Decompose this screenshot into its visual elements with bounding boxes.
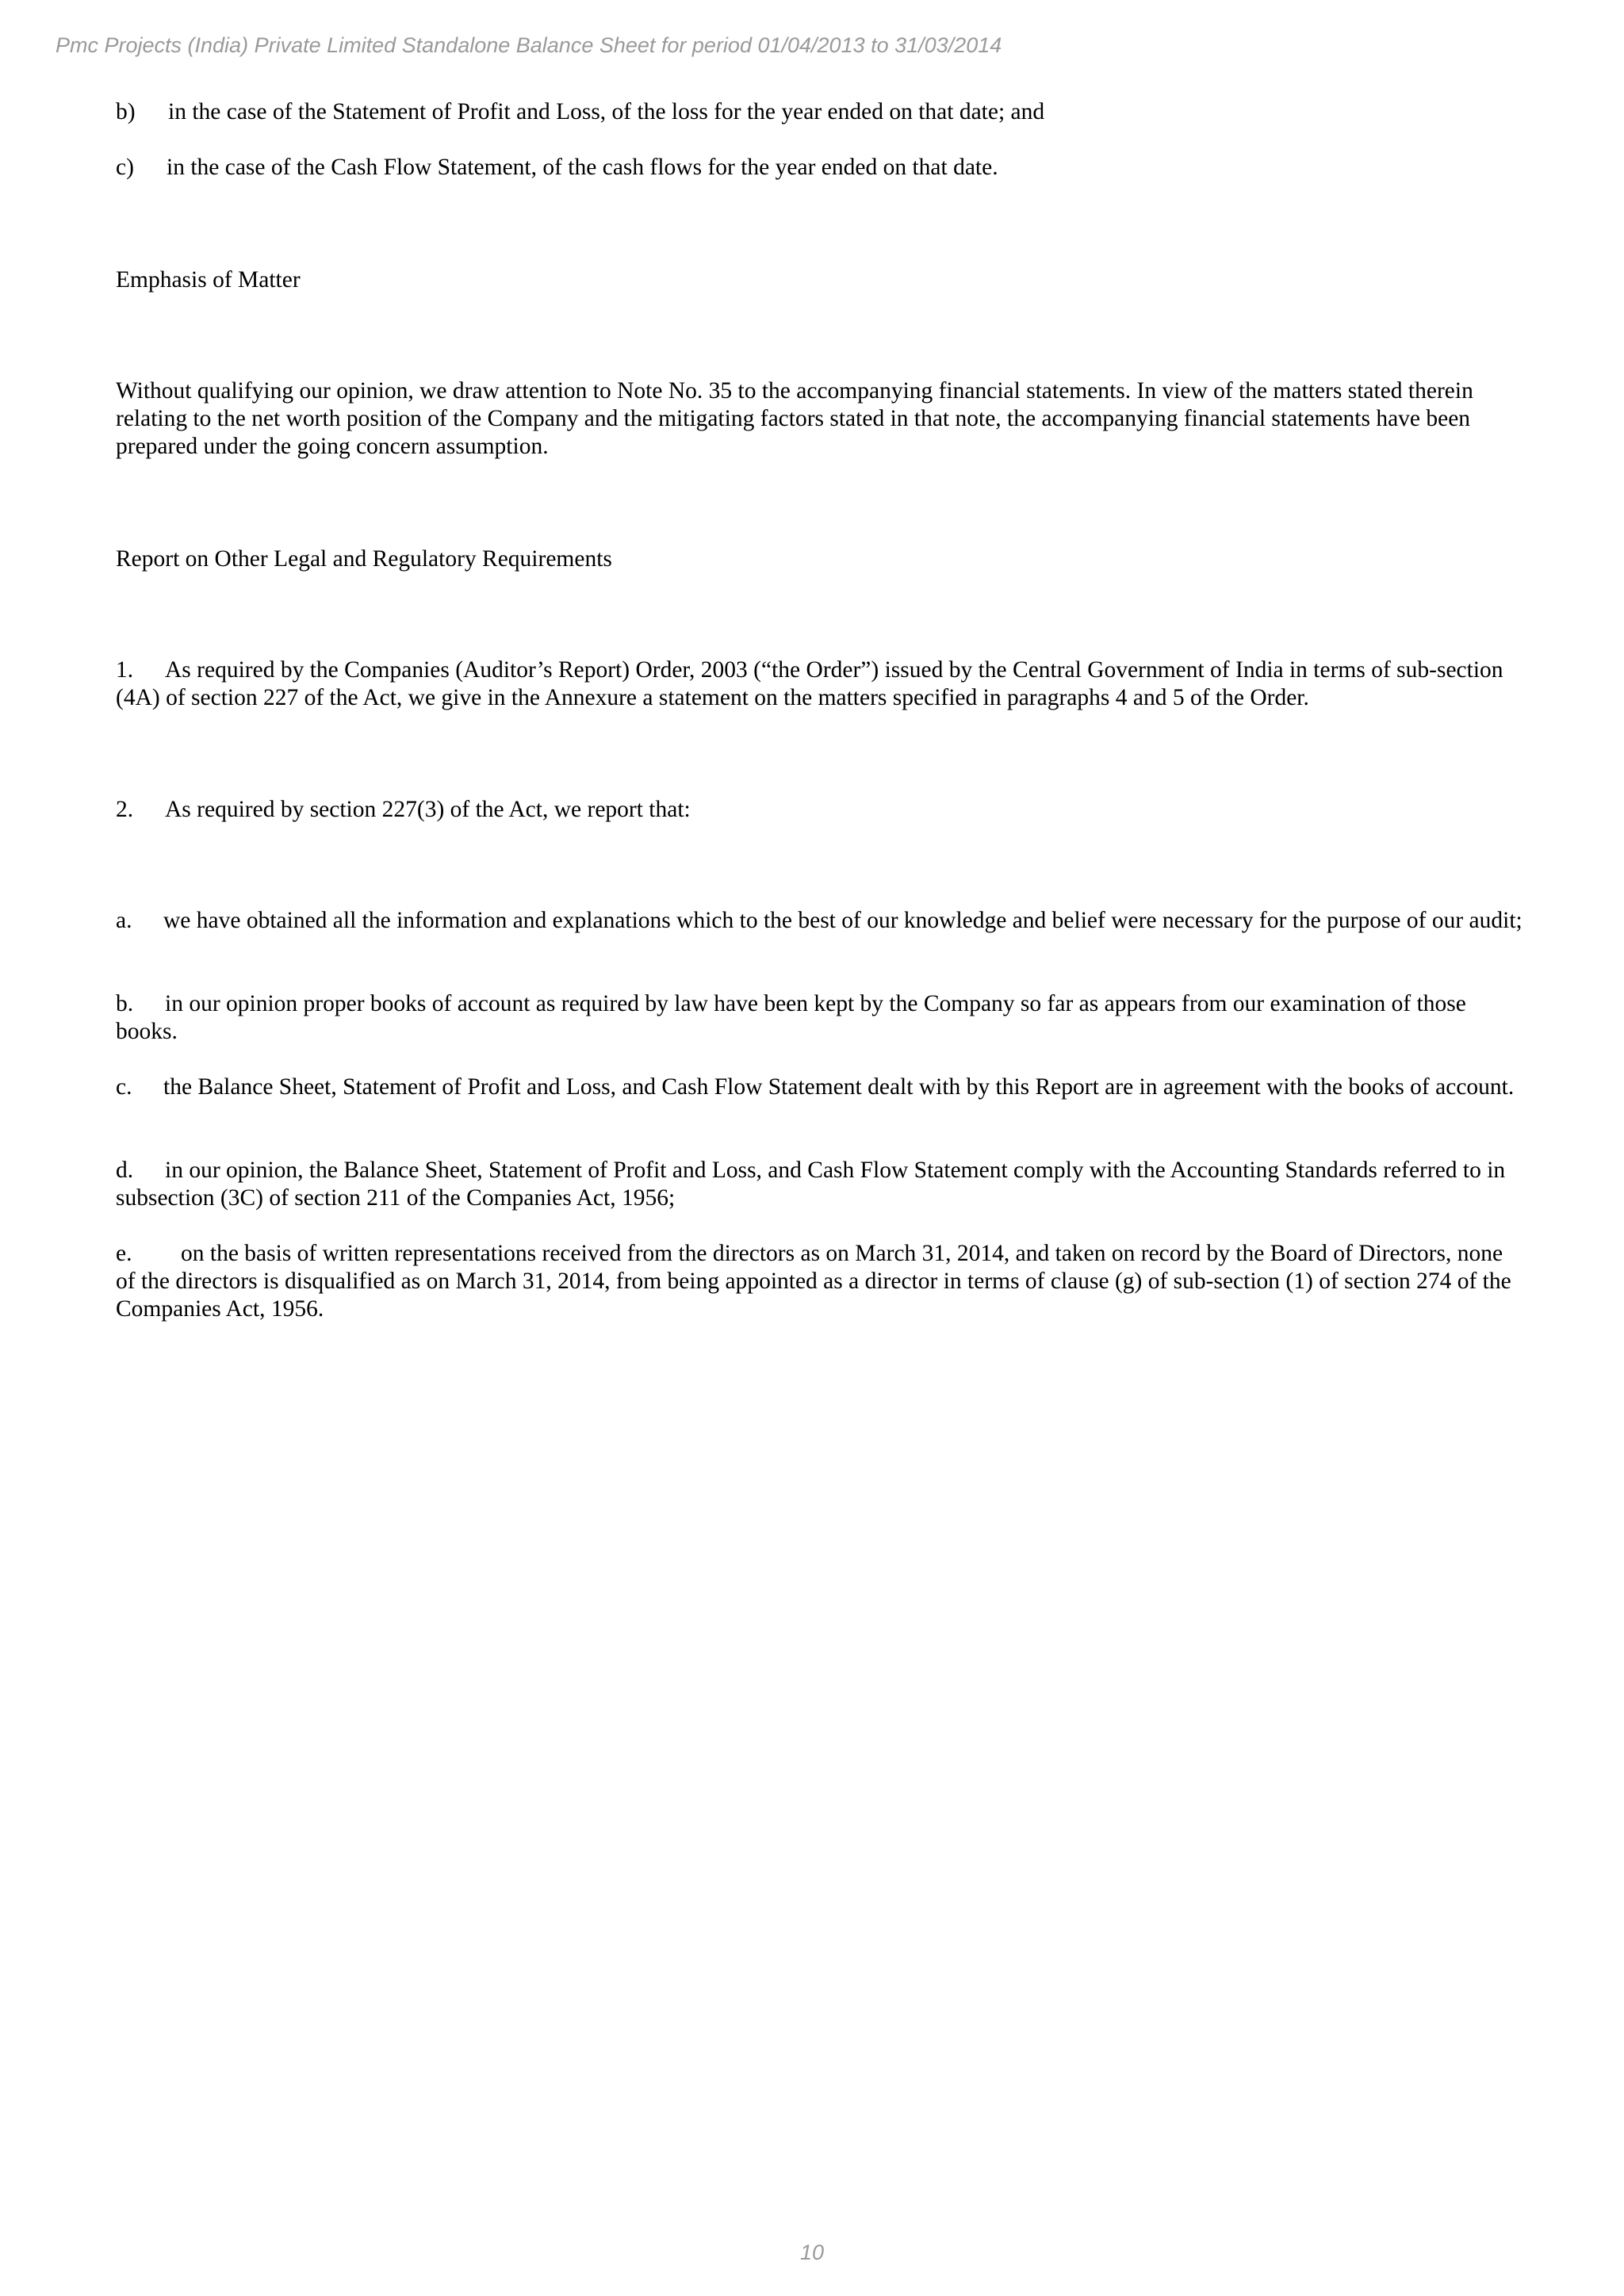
- item-marker: b.: [116, 991, 134, 1016]
- sub-item-b: [116, 990, 1527, 1046]
- emphasis-heading: Emphasis of Matter: [116, 267, 301, 293]
- item-marker: d.: [116, 1158, 134, 1183]
- emphasis-paragraph: Without qualifying our opinion, we draw attention to Note No. 35 to the accompanying financial statements. In view of the matters stated therein relating to the net worth position of the Company and the mitigating factors stated in that note, the accompanying financial statements have been prepared under the going concern assumption.: [116, 378, 1473, 459]
- item-text: the Balance Sheet, Statement of Profit and Loss, and Cash Flow Statement dealt with by this Report are in agreement with the books of account.: [163, 1074, 1515, 1100]
- item-text: we have obtained all the information and explanations which to the best of our knowledge and belief were necessary for the purpose of our audit;: [163, 908, 1522, 933]
- item-text: in the case of the Statement of Profit and Loss, of the loss for the year ended on that date; and: [168, 99, 1045, 124]
- item-marker: 1.: [116, 657, 134, 683]
- opinion-item-b: [116, 98, 1044, 126]
- report-item-2: [116, 796, 691, 824]
- item-marker: a.: [116, 908, 132, 933]
- item-marker: e.: [116, 1241, 132, 1266]
- opinion-item-c: [116, 154, 998, 182]
- item-text: in the case of the Cash Flow Statement, of the cash flows for the year ended on that date.: [167, 155, 998, 180]
- item-marker: 2.: [116, 797, 134, 822]
- item-marker: c): [116, 155, 134, 180]
- item-text: on the basis of written representations received from the directors as on March 31, 2014, and taken on record by the Board of Directors, none of the directors is disqualified as on March 31, 2014, from being appointed as a director in terms of clause (g) of sub-section (1) of section 274 of the Companies Act, 1956.: [116, 1241, 1511, 1322]
- sub-item-d: [116, 1157, 1527, 1212]
- item-text: in our opinion proper books of account as required by law have been kept by the Company so far as appears from our examination of those books.: [116, 991, 1466, 1044]
- sub-item-e: [116, 1240, 1527, 1323]
- item-marker: c.: [116, 1074, 132, 1100]
- item-text: As required by the Companies (Auditor’s Report) Order, 2003 (“the Order”) issued by the Central Government of India in terms of sub-section (4A) of section 227 of the Act, we give in the Annexure a statement on the matters specified in paragraphs 4 and 5 of the Order.: [116, 657, 1503, 710]
- item-text: As required by section 227(3) of the Act, we report that:: [165, 797, 691, 822]
- item-marker: b): [116, 99, 136, 124]
- sub-item-a: [116, 907, 1527, 935]
- running-header: Pmc Projects (India) Private Limited Standalone Balance Sheet for period 01/04/2013 to 31/03/2014: [56, 33, 1002, 57]
- report-heading: Report on Other Legal and Regulatory Requirements: [116, 546, 612, 572]
- item-text: in our opinion, the Balance Sheet, Statement of Profit and Loss, and Cash Flow Statement comply with the Accounting Standards referred to in subsection (3C) of section 211 of the Companies Act, 1956;: [116, 1158, 1506, 1211]
- sub-item-c: [116, 1073, 1527, 1101]
- page-number: 10: [799, 2241, 825, 2264]
- report-item-1: [116, 656, 1527, 712]
